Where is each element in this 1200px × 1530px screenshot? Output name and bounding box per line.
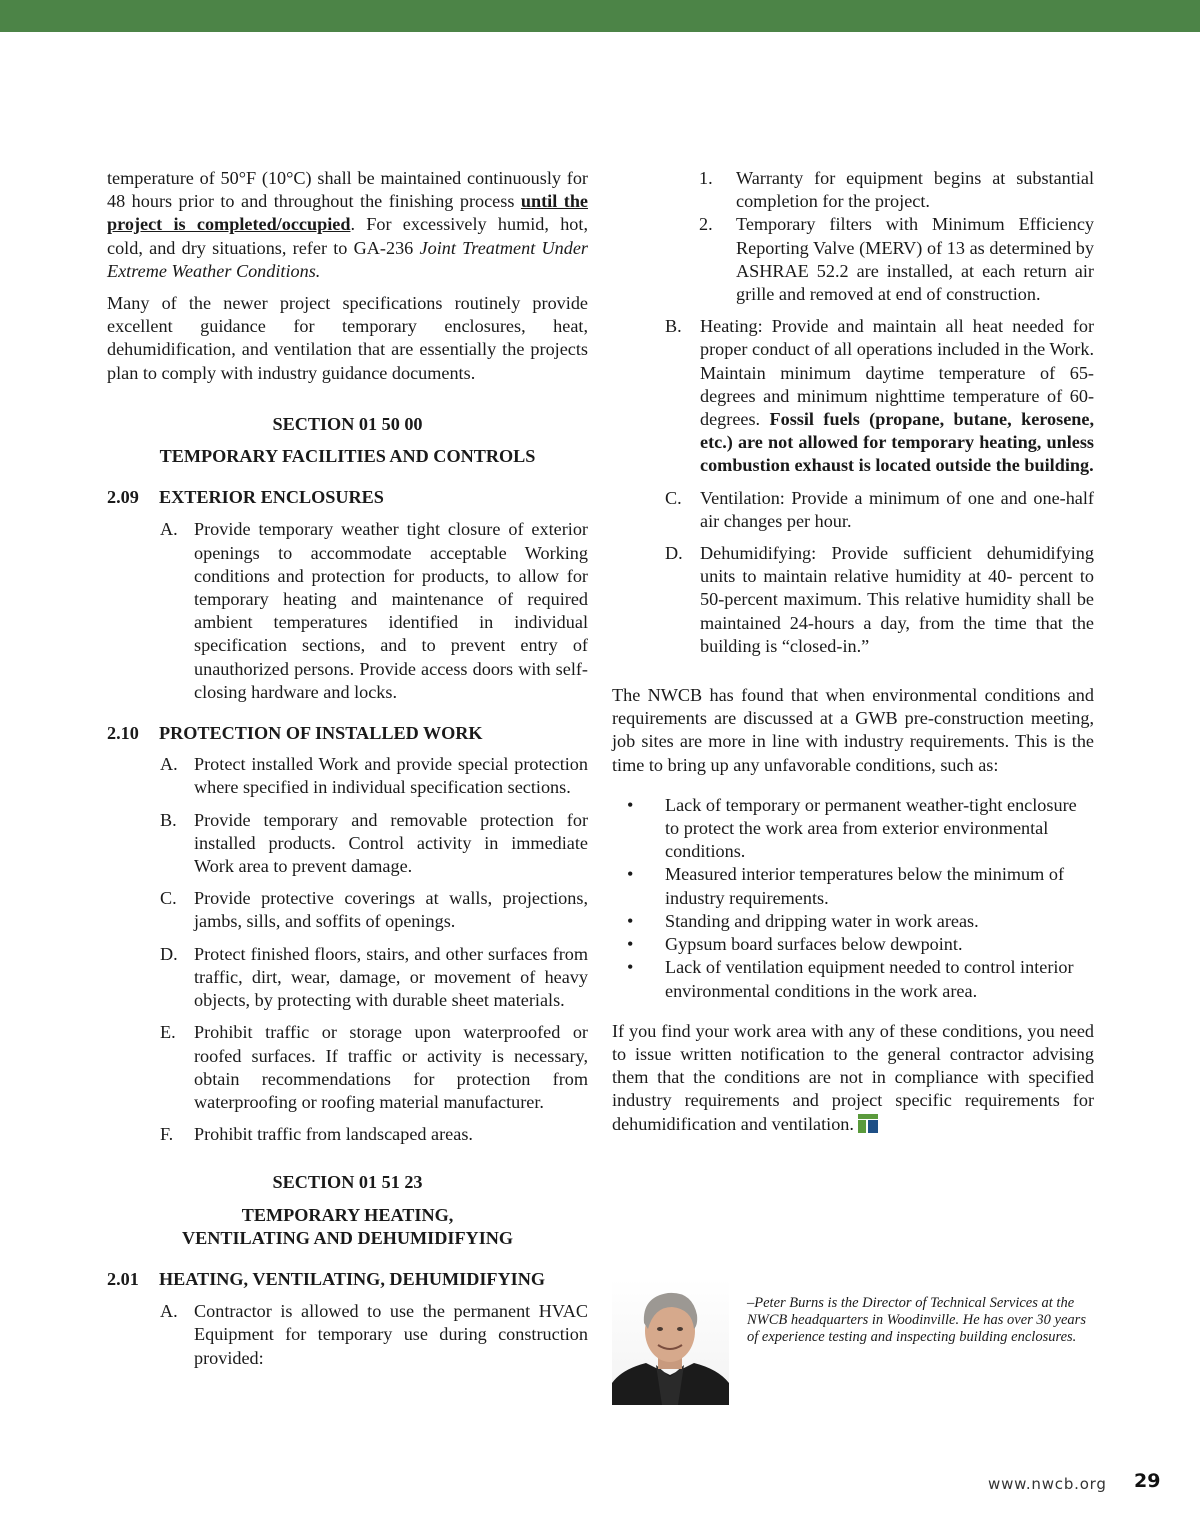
list-item-heating: B. Heating: Provide and maintain all heat needed for proper conduct of all operations included in the Work. Maintain minimum daytime temperature of 65-degrees and minimum nighttime temperature of 60-degrees. Fossil fuels (propane, butane, kerosene, etc.) are not allowed for temporary heating, unless combustion exhaust is located outside the building. <box>665 316 1094 476</box>
list-item: • Lack of ventilation equipment needed to control interior environmental conditions in the work area. <box>627 957 1074 1001</box>
author-photo <box>612 1279 729 1405</box>
section-title-line-2: VENTILATING AND DEHUMIDIFYING <box>181 1227 514 1248</box>
intro-paragraph-1: temperature of 50°F (10°C) shall be maintained continuously for 48 hours prior to and throughout the finishing process until the project is completed/occupied. For excessively humid, hot, cold, and dry situations, refer to GA-236 Joint Treatment Under Extreme Weather Conditions. <box>107 168 589 281</box>
list-item: • Gypsum board surfaces below dewpoint. <box>627 934 963 955</box>
author-bio: –Peter Burns is the Director of Technical Services at the NWCB headquarters in Woodinville. He has over 30 years of experience testing and inspecting building enclosures. <box>747 1295 1086 1346</box>
list-item-dehumidifying: D. Dehumidifying: Provide sufficient dehumidifying units to maintain relative humidity at 40- percent to 50-percent maximum. This relative humidity shall be maintained 24-hours a day, from the time that the building is “closed-in.” <box>665 543 1094 656</box>
subsection-heading-2-10: 2.10 PROTECTION OF INSTALLED WORK <box>107 723 483 744</box>
subsection-heading-2-09: 2.09 EXTERIOR ENCLOSURES <box>107 487 384 508</box>
page-number: 29 <box>1134 1470 1161 1492</box>
list-item: D. Protect finished floors, stairs, and other surfaces from traffic, dirt, wear, damage, or movement of heavy objects, by protecting with durable sheet materials. <box>160 943 588 1011</box>
numbered-item: 2. Temporary filters with Minimum Efficiency Reporting Valve (MERV) of 13 as determined by ASHRAE 52.2 are installed, at each return air grille and removed at end of construction. <box>699 214 1094 305</box>
list-item: A. Protect installed Work and provide special protection where specified in individual specification sections. <box>160 754 588 798</box>
nwcb-end-mark-icon <box>858 1114 878 1133</box>
section-title-line-1: TEMPORARY HEATING, <box>241 1204 454 1225</box>
closing-paragraph: If you find your work area with any of these conditions, you need to issue written notification to the general contractor advising them that the conditions are not in compliance with specified industry requirements and project specific requirements for dehumidification and ventilation. <box>612 1020 1094 1134</box>
intro-paragraph-2: Many of the newer project specifications routinely provide excellent guidance for temporary enclosures, heat, dehumidification, and ventilation that are essentially the projects plan to comply with industry guidance documents. <box>107 293 588 383</box>
list-item: C. Provide protective coverings at walls, projections, jambs, sills, and soffits of openings. <box>160 888 588 932</box>
section-number-01-50-00: SECTION 01 50 00 <box>272 413 423 434</box>
conditions-bullet-list <box>612 794 1094 1003</box>
list-item: B. Provide temporary and removable protection for installed products. Control activity in immediate Work area to prevent damage. <box>160 809 588 877</box>
top-color-bar <box>0 0 1200 32</box>
numbered-item: 1. Warranty for equipment begins at substantial completion for the project. <box>699 168 1094 212</box>
list-item: • Measured interior temperatures below the minimum of industry requirements. <box>627 864 1064 908</box>
underlined-phrase: until the project is completed/occupied <box>107 191 589 235</box>
footer-website-url[interactable]: www.nwcb.org <box>988 1475 1107 1493</box>
italic-reference: Joint Treatment Under Extreme Weather Conditions. <box>107 237 588 281</box>
list-item: E. Prohibit traffic or storage upon waterproofed or roofed surfaces. If traffic or activity is necessary, obtain recommendations for protection from waterproofing or roofing material manufacturer. <box>160 1022 588 1112</box>
section-number-01-51-23: SECTION 01 51 23 <box>272 1172 423 1193</box>
left-column <box>107 167 588 1370</box>
right-column <box>612 167 1094 1136</box>
list-item-ventilation: C. Ventilation: Provide a minimum of one and one-half air changes per hour. <box>665 487 1094 531</box>
list-item: • Standing and dripping water in work areas. <box>627 910 979 931</box>
subsection-heading-2-01: 2.01 HEATING, VENTILATING, DEHUMIDIFYING <box>107 1268 546 1289</box>
section-title-temporary-facilities: TEMPORARY FACILITIES AND CONTROLS <box>159 446 536 467</box>
list-item: F. Prohibit traffic from landscaped areas. <box>160 1124 473 1145</box>
list-item: A. Contractor is allowed to use the permanent HVAC Equipment for temporary use during construction provided: <box>160 1301 588 1368</box>
nwcb-paragraph: The NWCB has found that when environmental conditions and requirements are discussed at a GWB pre-construction meeting, job sites are more in line with industry requirements. This is the time to bring up any unfavorable conditions, such as: <box>612 685 1094 775</box>
list-item: • Lack of temporary or permanent weather-tight enclosure to protect the work area from exterior environmental conditions. <box>627 794 1077 862</box>
list-item: A. Provide temporary weather tight closure of exterior openings to accommodate acceptable Working conditions and protection for products, to allow for temporary heating and maintenance of required ambient temperatures identified in individual specification sections, and to prevent entry of unauthorized persons. Provide access doors with self-closing hardware and locks. <box>160 519 588 702</box>
fossil-fuel-warning: Fossil fuels (propane, butane, kerosene, etc.) are not allowed for temporary heating, unless combustion exhaust is located outside the building. <box>700 409 1094 476</box>
